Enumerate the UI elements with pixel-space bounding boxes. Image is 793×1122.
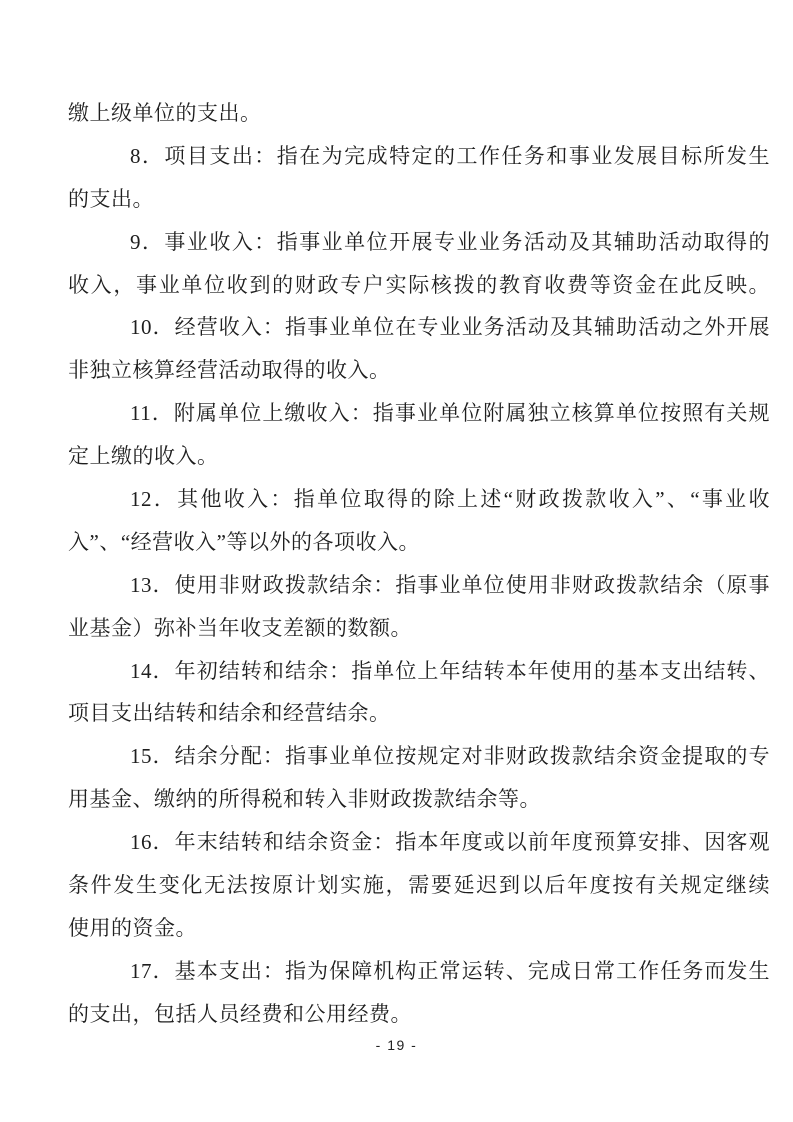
text-line: 收入，事业单位收到的财政专户实际核拨的教育收费等资金在此反映。 — [68, 272, 770, 297]
definition-item-13 — [68, 564, 770, 650]
text-line: 14．年初结转和结余：指单位上年结转本年使用的基本支出结转、 — [130, 658, 770, 683]
definition-item-11 — [68, 392, 770, 478]
text-line: 项目支出结转和结余和经营结余。 — [68, 701, 391, 726]
definition-item-14 — [68, 650, 770, 736]
text-line: 定上缴的收入。 — [68, 444, 219, 469]
text-line: 非独立核算经营活动取得的收入。 — [68, 358, 391, 383]
text-line: 入”、“经营收入”等以外的各项收入。 — [68, 529, 420, 554]
page-number: - 19 - — [375, 1037, 418, 1053]
text-line: 8．项目支出：指在为完成特定的工作任务和事业发展目标所发生 — [130, 143, 770, 168]
text-line: 的支出。 — [68, 186, 154, 211]
text-line: 用基金、缴纳的所得税和转入非财政拨款结余等。 — [68, 787, 541, 812]
definition-item-8 — [68, 135, 770, 221]
paragraph-continuation — [68, 92, 770, 135]
text-line: 12．其他收入：指单位取得的除上述“财政拨款收入”、“事业收 — [130, 487, 770, 512]
definition-item-9 — [68, 221, 770, 307]
text-line: 13．使用非财政拨款结余：指事业单位使用非财政拨款结余（原事 — [130, 572, 770, 597]
text-line: 17．基本支出：指为保障机构正常运转、完成日常工作任务而发生 — [130, 958, 770, 983]
text-line: 缴上级单位的支出。 — [68, 101, 262, 125]
text-line: 15．结余分配：指事业单位按规定对非财政拨款结余资金提取的专 — [130, 744, 770, 769]
text-line: 16．年末结转和结余资金：指本年度或以前年度预算安排、因客观 — [130, 830, 770, 855]
definition-item-15 — [68, 735, 770, 821]
definition-item-12 — [68, 478, 770, 564]
text-line: 11．附属单位上缴收入：指事业单位附属独立核算单位按照有关规 — [130, 401, 770, 426]
text-line: 条件发生变化无法按原计划实施，需要延迟到以后年度按有关规定继续 — [68, 873, 770, 898]
text-line: 使用的资金。 — [68, 915, 197, 940]
text-line: 的支出，包括人员经费和公用经费。 — [68, 1001, 412, 1026]
document-body — [68, 92, 770, 1036]
text-line: 业基金）弥补当年收支差额的数额。 — [68, 615, 412, 640]
text-line: 9．事业收入：指事业单位开展专业业务活动及其辅助活动取得的 — [130, 229, 770, 254]
text-line: 10．经营收入：指事业单位在专业业务活动及其辅助活动之外开展 — [130, 315, 770, 340]
definition-item-10 — [68, 306, 770, 392]
definition-item-17 — [68, 950, 770, 1036]
definition-item-16 — [68, 821, 770, 950]
